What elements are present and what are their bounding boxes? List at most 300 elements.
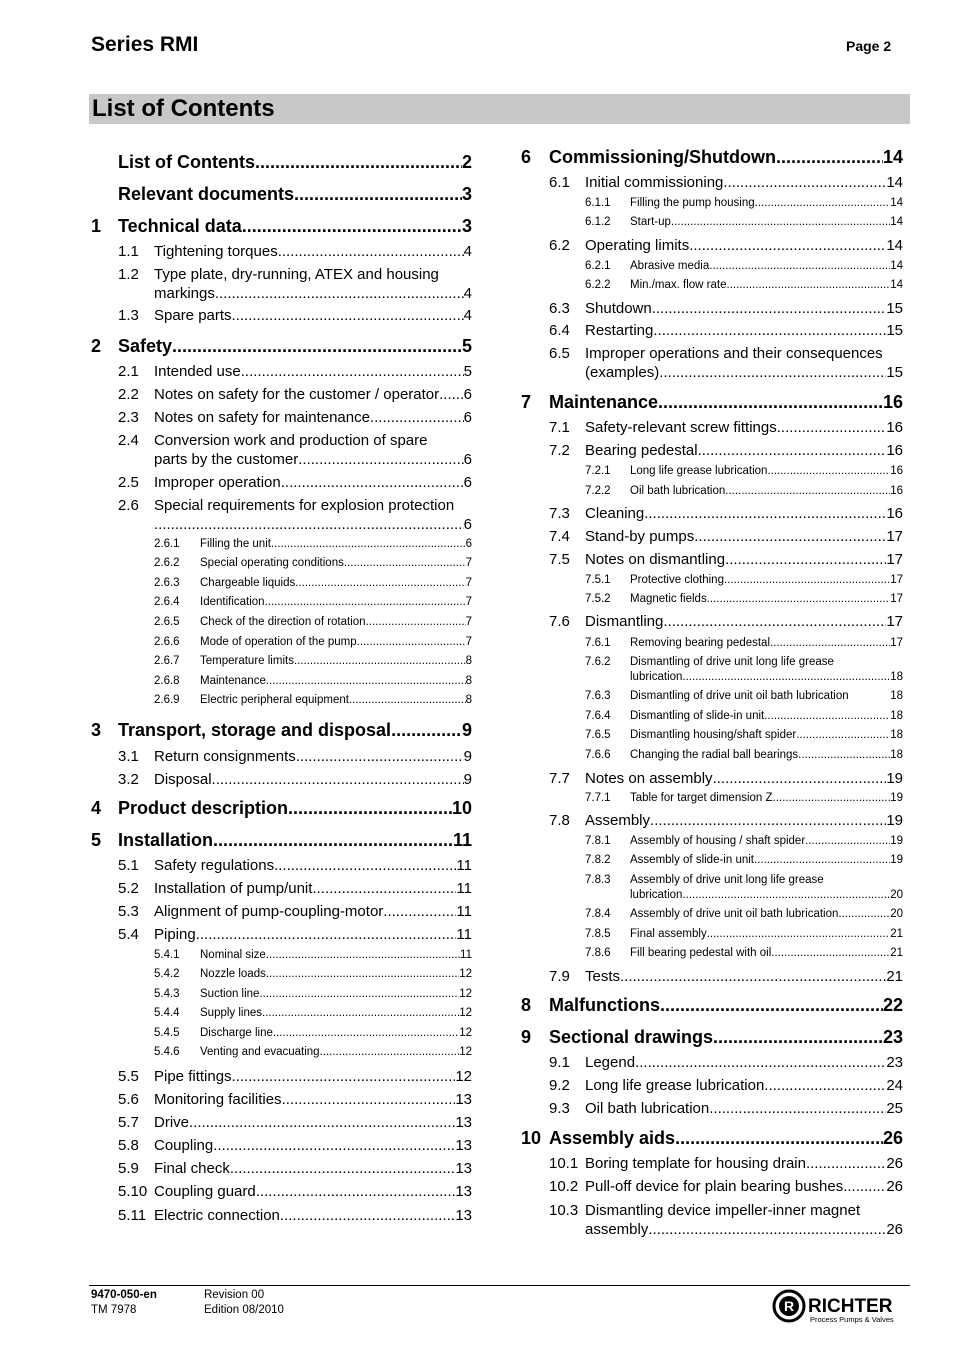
toc-entry[interactable] [118, 1091, 472, 1111]
toc-entry[interactable] [154, 577, 472, 593]
toc-entry[interactable] [549, 237, 903, 257]
toc-entry-title: Notes on assembly [585, 770, 713, 787]
toc-dot-leader [344, 557, 466, 569]
footer-divider [89, 1285, 910, 1286]
toc-entry[interactable] [118, 266, 472, 286]
header-page-number: Page 2 [846, 38, 892, 54]
toc-dot-leader [256, 1183, 456, 1200]
toc-entry[interactable] [549, 1077, 903, 1097]
toc-entry-number: 5.4.1 [154, 949, 180, 961]
toc-entry[interactable] [585, 656, 903, 672]
toc-entry-number: 7.8.6 [585, 947, 611, 959]
toc-dot-leader [281, 474, 464, 491]
toc-entry-number: 5.7 [118, 1114, 139, 1131]
toc-entry[interactable] [118, 432, 472, 452]
toc-entry[interactable] [91, 336, 472, 360]
toc-entry[interactable] [549, 1202, 903, 1222]
toc-dot-leader [650, 812, 886, 829]
title-bar [89, 94, 910, 124]
toc-entry[interactable] [549, 505, 903, 525]
toc-entry-title: Piping [154, 926, 196, 943]
toc-dot-leader [764, 710, 890, 722]
toc-entry-number: 2.4 [118, 432, 139, 449]
toc-entry[interactable] [118, 857, 472, 877]
toc-entry[interactable] [91, 720, 472, 744]
toc-dot-leader [755, 197, 891, 209]
toc-entry-number: 1.2 [118, 266, 139, 283]
toc-entry-page: 20 [890, 908, 903, 920]
toc-entry-page: 17 [886, 528, 903, 545]
toc-entry[interactable] [585, 874, 903, 890]
toc-entry[interactable] [118, 1114, 472, 1134]
toc-entry[interactable] [154, 557, 472, 573]
toc-entry[interactable] [585, 928, 903, 944]
toc-entry[interactable] [585, 465, 903, 481]
toc-entry-number: 7.8 [549, 812, 570, 829]
footer-tm: TM 7978 [91, 1304, 137, 1316]
toc-entry-page: 8 [465, 655, 472, 667]
toc-entry-number: 3.1 [118, 748, 139, 765]
toc-entry-page: 7 [465, 616, 472, 628]
toc-entry-number: 7.6.1 [585, 637, 611, 649]
toc-entry-title: Drive [154, 1114, 190, 1131]
toc-entry-page: 7 [465, 596, 472, 608]
toc-entry-title: Removing bearing pedestal [630, 637, 771, 649]
toc-entry-title: Maintenance [200, 675, 266, 687]
toc-entry[interactable] [118, 1137, 472, 1157]
toc-entry[interactable] [118, 307, 472, 327]
toc-entry-title: Transport, storage and disposal [118, 720, 392, 740]
toc-entry-title: Long life grease lubrication [585, 1077, 765, 1094]
toc-entry[interactable] [549, 613, 903, 633]
toc-dot-leader [796, 729, 890, 741]
toc-dot-leader [294, 655, 466, 667]
toc-entry[interactable] [118, 474, 472, 494]
toc-entry-title: Initial commissioning [585, 174, 724, 191]
toc-entry[interactable] [585, 637, 903, 653]
toc-entry-number: 5.8 [118, 1137, 139, 1154]
toc-entry[interactable] [549, 968, 903, 988]
toc-entry[interactable] [154, 675, 472, 691]
toc-entry-number: 7.5 [549, 551, 570, 568]
toc-dot-leader [754, 854, 890, 866]
toc-dot-leader [273, 1027, 459, 1039]
toc-entry[interactable] [521, 995, 903, 1019]
toc-entry-number: 1.1 [118, 243, 139, 260]
toc-entry-number: 7.4 [549, 528, 570, 545]
toc-entry-title: Dismantling of drive unit oil bath lubrication [630, 690, 849, 702]
toc-entry-page: 11 [456, 903, 472, 920]
toc-entry[interactable] [585, 908, 903, 924]
toc-entry-page: 21 [886, 968, 903, 985]
toc-entry-title: Notes on safety for maintenance [154, 409, 370, 426]
toc-entry-number: 5.9 [118, 1160, 139, 1177]
toc-entry[interactable] [154, 968, 472, 984]
toc-entry-number: 7.6.6 [585, 749, 611, 761]
toc-entry[interactable] [585, 216, 903, 232]
toc-entry-title: Intended use [154, 363, 241, 380]
toc-entry-page: 14 [890, 197, 903, 209]
header-series: Series RMI [91, 33, 199, 56]
toc-dot-leader [713, 770, 887, 787]
toc-dot-leader [707, 928, 891, 940]
toc-entry-title: Legend [585, 1054, 636, 1071]
toc-dot-leader [653, 322, 886, 339]
toc-dot-leader [262, 1007, 459, 1019]
toc-entry-title-cont: markings [154, 285, 215, 302]
toc-entry[interactable] [154, 538, 472, 554]
toc-dot-leader [312, 880, 456, 897]
toc-entry-title: Assembly of housing / shaft spider [630, 835, 806, 847]
toc-entry[interactable] [585, 593, 903, 609]
toc-entry[interactable] [549, 528, 903, 548]
toc-entry-title: Alignment of pump-coupling-motor [154, 903, 384, 920]
toc-entry-page: 23 [882, 1027, 903, 1047]
toc-entry-title: Restarting [585, 322, 654, 339]
toc-entry[interactable] [521, 392, 903, 416]
toc-entry-number: 5.4.2 [154, 968, 180, 980]
toc-dot-leader [652, 300, 887, 317]
toc-entry[interactable] [118, 386, 472, 406]
toc-entry[interactable] [585, 729, 903, 745]
toc-entry-page: 9 [461, 720, 472, 740]
toc-dot-leader [213, 1137, 455, 1154]
toc-entry-title: Spare parts [154, 307, 232, 324]
page-title: List of Contents [92, 95, 275, 122]
toc-entry-number: 9 [521, 1027, 532, 1047]
toc-entry-number: 3 [91, 720, 102, 740]
toc-entry-title: Check of the direction of rotation [200, 616, 366, 628]
toc-entry[interactable] [585, 835, 903, 851]
toc-entry[interactable] [585, 260, 903, 276]
toc-entry-number: 7.8.3 [585, 874, 611, 886]
toc-entry-number: 2.6.4 [154, 596, 180, 608]
toc-dot-leader [709, 1100, 886, 1117]
toc-entry-title: Mode of operation of the pump [200, 636, 357, 648]
toc-entry-page: 19 [890, 854, 903, 866]
toc-dot-leader [725, 551, 886, 568]
toc-entry-page: 17 [890, 574, 903, 586]
toc-entry-page: 14 [886, 237, 903, 254]
toc-entry[interactable] [118, 1207, 472, 1227]
toc-entry-title: Pipe fittings [154, 1068, 232, 1085]
toc-entry[interactable] [549, 812, 903, 832]
toc-dot-leader [357, 636, 466, 648]
toc-dot-leader [296, 748, 464, 765]
toc-entry[interactable] [585, 279, 903, 295]
toc-entry[interactable] [154, 596, 472, 612]
toc-entry[interactable] [549, 551, 903, 571]
toc-entry-title: Dismantling device impeller-inner magnet [585, 1202, 861, 1219]
toc-dot-leader [777, 419, 887, 436]
toc-dot-leader [255, 152, 462, 173]
toc-entry[interactable] [154, 949, 472, 965]
toc-entry[interactable] [154, 694, 472, 710]
toc-entry-number: 7 [521, 392, 532, 412]
toc-entry-title: Technical data [118, 216, 242, 236]
toc-entry-number: 1 [91, 216, 102, 236]
toc-dot-leader [274, 857, 456, 874]
toc-entry-page: 13 [455, 1114, 472, 1131]
toc-entry-page: 23 [886, 1054, 903, 1071]
toc-dot-leader [776, 147, 883, 168]
toc-entry-title: Electric connection [154, 1207, 280, 1224]
toc-entry[interactable] [585, 854, 903, 870]
toc-entry-title: Filling the pump housing [630, 197, 755, 209]
toc-entry-page: 21 [890, 928, 903, 940]
toc-entry[interactable] [549, 419, 903, 439]
toc-entry-title: Product description [118, 798, 289, 818]
toc-entry-number: 7.1 [549, 419, 570, 436]
toc-entry-page: 4 [463, 307, 472, 324]
toc-entry-page: 11 [452, 830, 472, 850]
toc-entry-title-cont: (examples) [585, 364, 660, 381]
toc-entry-title: Electric peripheral equipment [200, 694, 349, 706]
toc-entry-number: 7.8.1 [585, 835, 611, 847]
toc-entry-title: Cleaning [585, 505, 645, 522]
toc-entry-page: 16 [890, 485, 903, 497]
toc-entry-page: 7 [465, 636, 472, 648]
toc-entry-page: 11 [456, 926, 472, 943]
toc-entry[interactable] [91, 830, 472, 854]
toc-entry-page: 6 [463, 451, 472, 468]
toc-dot-leader [241, 363, 464, 380]
toc-dot-leader [172, 336, 462, 357]
toc-entry[interactable] [154, 616, 472, 632]
toc-entry[interactable] [549, 174, 903, 194]
toc-entry-number: 7.7 [549, 770, 570, 787]
toc-entry-title: Improper operation [154, 474, 281, 491]
toc-entry-number: 5.6 [118, 1091, 139, 1108]
toc-entry[interactable] [549, 322, 903, 342]
toc-entry-page: 22 [882, 995, 903, 1015]
toc-entry-number: 2.6.1 [154, 538, 180, 550]
toc-entry-number: 7.8.4 [585, 908, 611, 920]
toc-entry-number: 5.4.6 [154, 1046, 180, 1058]
toc-entry[interactable] [549, 1155, 903, 1175]
toc-entry-page: 15 [886, 322, 903, 339]
toc-entry[interactable] [118, 497, 472, 517]
toc-entry-title: Stand-by pumps [585, 528, 695, 545]
toc-dot-leader [154, 516, 464, 533]
toc-entry-page: 12 [459, 988, 472, 1000]
toc-entry[interactable] [549, 1054, 903, 1074]
toc-entry-title: Commissioning/Shutdown [549, 147, 776, 167]
toc-entry[interactable] [549, 770, 903, 790]
toc-entry-number: 5.4.5 [154, 1027, 180, 1039]
toc-entry-number: 6.3 [549, 300, 570, 317]
toc-entry-title: Nominal size [200, 949, 266, 961]
toc-entry-number: 2.6.6 [154, 636, 180, 648]
toc-dot-leader [370, 409, 464, 426]
toc-dot-leader [232, 1068, 456, 1085]
toc-entry-title: Shutdown [585, 300, 652, 317]
toc-entry-page: 18 [890, 671, 903, 683]
toc-dot-leader [771, 947, 890, 959]
toc-entry-title: Filling the unit [200, 538, 271, 550]
toc-entry-title: Magnetic fields [630, 593, 707, 605]
toc-entry[interactable] [91, 798, 472, 822]
toc-entry[interactable] [549, 442, 903, 462]
toc-entry[interactable] [118, 748, 472, 768]
toc-entry[interactable] [118, 363, 472, 383]
toc-entry[interactable] [521, 147, 903, 171]
toc-dot-leader [682, 889, 890, 901]
toc-entry[interactable] [154, 1027, 472, 1043]
toc-dot-leader [644, 505, 886, 522]
toc-entry-title: Notes on dismantling [585, 551, 726, 568]
toc-entry[interactable] [154, 1046, 472, 1062]
toc-entry[interactable] [585, 197, 903, 213]
toc-entry-number: 7.3 [549, 505, 570, 522]
toc-entry-title: Assembly of drive unit long life grease [630, 874, 824, 886]
toc-entry[interactable] [91, 216, 472, 240]
toc-entry-title: Type plate, dry-running, ATEX and housing [154, 266, 439, 283]
toc-entry-page: 2 [461, 152, 472, 172]
toc-entry-number: 5 [91, 830, 102, 850]
toc-entry-number: 5.5 [118, 1068, 139, 1085]
toc-dot-leader [764, 1077, 886, 1094]
toc-entry[interactable] [585, 710, 903, 726]
toc-entry-continuation[interactable] [154, 285, 472, 305]
toc-entry[interactable] [549, 1100, 903, 1120]
footer-doc-number: 9470-050-en [91, 1289, 157, 1301]
toc-dot-leader [383, 903, 456, 920]
toc-entry[interactable] [549, 1178, 903, 1198]
toc-dot-leader [212, 771, 464, 788]
toc-entry-title: Dismantling of slide-in unit [630, 710, 765, 722]
toc-entry-continuation[interactable] [154, 516, 472, 536]
toc-entry-number: 6.2.2 [585, 279, 611, 291]
toc-entry-title: Assembly aids [549, 1128, 676, 1148]
toc-entry-number: 7.7.1 [585, 792, 611, 804]
toc-entry-continuation[interactable] [630, 889, 903, 905]
toc-entry[interactable] [91, 184, 472, 208]
toc-entry-number: 5.10 [118, 1183, 148, 1200]
toc-entry-page: 18 [890, 710, 903, 722]
toc-entry[interactable] [118, 243, 472, 263]
toc-entry[interactable] [118, 903, 472, 923]
toc-dot-leader [366, 616, 466, 628]
toc-entry-title: Sectional drawings [549, 1027, 714, 1047]
toc-dot-leader [391, 720, 462, 741]
toc-dot-leader [843, 1178, 886, 1195]
toc-entry-continuation[interactable] [585, 364, 903, 384]
toc-entry[interactable] [549, 300, 903, 320]
toc-entry-page: 16 [882, 392, 903, 412]
toc-entry-title: Dismantling [585, 613, 664, 630]
toc-entry-page: 12 [459, 968, 472, 980]
toc-entry-page: 11 [456, 880, 472, 897]
toc-entry-title: Tightening torques [154, 243, 278, 260]
toc-entry-page: 13 [455, 1160, 472, 1177]
toc-entry[interactable] [118, 1183, 472, 1203]
toc-entry[interactable] [521, 1027, 903, 1051]
toc-entry-number: 6.4 [549, 322, 570, 339]
toc-entry[interactable] [154, 1007, 472, 1023]
toc-entry-page: 11 [460, 949, 472, 961]
toc-entry[interactable] [585, 690, 903, 706]
toc-entry[interactable] [118, 771, 472, 791]
toc-entry-title-cont: lubrication [630, 889, 683, 901]
toc-entry-page: 7 [465, 577, 472, 589]
toc-dot-leader [694, 528, 886, 545]
toc-entry-title: Discharge line [200, 1027, 273, 1039]
toc-dot-leader [196, 926, 457, 943]
toc-entry-page: 24 [886, 1077, 903, 1094]
toc-entry-page: 18 [890, 749, 903, 761]
toc-entry[interactable] [118, 409, 472, 429]
toc-dot-leader [280, 1207, 455, 1224]
toc-dot-leader [620, 968, 886, 985]
toc-entry-continuation[interactable] [585, 1221, 903, 1241]
toc-entry-page: 4 [463, 285, 472, 302]
toc-entry-page: 17 [890, 637, 903, 649]
toc-entry-page: 5 [463, 363, 472, 380]
toc-entry[interactable] [154, 655, 472, 671]
toc-entry-title-cont: lubrication [630, 671, 683, 683]
toc-entry[interactable] [585, 947, 903, 963]
toc-dot-leader [659, 364, 886, 381]
toc-entry[interactable] [118, 1068, 472, 1088]
toc-entry-page: 20 [890, 889, 903, 901]
toc-entry-page: 17 [886, 613, 903, 630]
toc-entry-title: Supply lines [200, 1007, 263, 1019]
toc-entry[interactable] [118, 926, 472, 946]
toc-entry-number: 7.6.4 [585, 710, 611, 722]
toc-dot-leader [713, 1027, 883, 1048]
toc-dot-leader [806, 1155, 886, 1172]
toc-dot-leader [648, 1221, 886, 1238]
toc-entry[interactable] [585, 485, 903, 501]
toc-entry[interactable] [585, 574, 903, 590]
toc-entry-number: 7.2.1 [585, 465, 611, 477]
toc-dot-leader [215, 285, 464, 302]
toc-entry-number: 7.5.2 [585, 593, 611, 605]
toc-entry[interactable] [118, 880, 472, 900]
toc-entry-continuation[interactable] [630, 671, 903, 687]
toc-dot-leader [689, 237, 886, 254]
toc-entry[interactable] [521, 1128, 903, 1152]
toc-entry-number: 10.2 [549, 1178, 579, 1195]
toc-dot-leader [805, 835, 890, 847]
toc-entry[interactable] [91, 152, 472, 176]
toc-entry-page: 6 [465, 538, 472, 550]
toc-entry[interactable] [585, 749, 903, 765]
toc-entry[interactable] [585, 792, 903, 808]
toc-entry-number: 5.1 [118, 857, 139, 874]
toc-entry-page: 19 [886, 812, 903, 829]
toc-dot-leader [709, 260, 890, 272]
toc-entry-number: 5.4 [118, 926, 139, 943]
toc-entry-title: Changing the radial ball bearings [630, 749, 799, 761]
toc-entry-page: 14 [890, 260, 903, 272]
toc-entry-title: Assembly of slide-in unit [630, 854, 754, 866]
toc-entry[interactable] [549, 345, 903, 365]
toc-dot-leader [242, 216, 462, 237]
toc-entry[interactable] [154, 636, 472, 652]
toc-entry-number: 1.3 [118, 307, 139, 324]
toc-entry-page: 3 [461, 216, 472, 236]
toc-entry-title: Pull-off device for plain bearing bushes [585, 1178, 844, 1195]
toc-entry-page: 11 [456, 857, 472, 874]
toc-entry-page: 8 [465, 675, 472, 687]
toc-entry-continuation[interactable] [154, 451, 472, 471]
toc-entry-page: 19 [886, 770, 903, 787]
toc-entry-number: 10.1 [549, 1155, 579, 1172]
toc-entry[interactable] [154, 988, 472, 1004]
toc-entry[interactable] [118, 1160, 472, 1180]
